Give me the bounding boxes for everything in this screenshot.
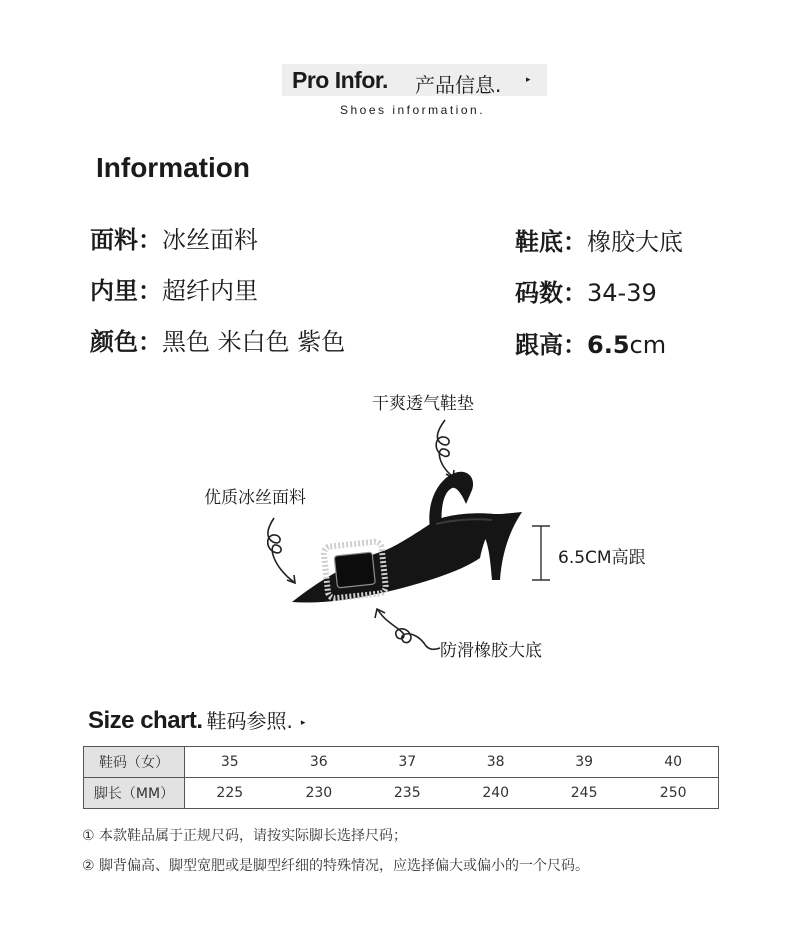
triangle-arrow-icon: ▸ (300, 718, 306, 728)
spec-lining-value: 超纤内里 (162, 277, 258, 305)
spec-heel-label: 跟高： (515, 331, 587, 359)
table-cell: 35 (185, 747, 275, 778)
shoe-illustration (190, 380, 610, 680)
size-table (83, 746, 719, 809)
curly-arrow-sole (375, 609, 440, 649)
callout-heel-height: 6.5CM高跟 (558, 548, 646, 568)
table-cell: 250 (628, 778, 718, 809)
spec-heel (515, 325, 666, 360)
table-cell: 240 (451, 778, 539, 809)
spec-color-value: 黑色 米白色 紫色 (162, 328, 346, 356)
header-title-cn: 产品信息. (415, 73, 502, 97)
row-header-size: 鞋码（女） (84, 747, 185, 778)
size-chart-title (88, 705, 305, 735)
spec-sole-label: 鞋底： (515, 228, 587, 256)
spec-lining-label: 内里： (90, 277, 162, 305)
spec-size (515, 273, 657, 308)
spec-heel-unit: cm (629, 331, 667, 359)
spec-size-value: 34-39 (587, 279, 657, 307)
spec-color (90, 322, 345, 357)
note-2: ② 脚背偏高、脚型宽肥或是脚型纤细的特殊情况，应选择偏大或偏小的一个尺码。 (82, 858, 589, 874)
heel-height-bracket (532, 526, 550, 580)
header-subtitle: Shoes information. (339, 103, 486, 117)
spec-heel-number: 6.5 (587, 331, 630, 359)
note-1: ① 本款鞋品属于正规尺码，请按实际脚长选择尺码； (82, 828, 407, 844)
triangle-arrow-icon: ▸ (526, 75, 531, 85)
spec-material (90, 220, 258, 255)
callout-sole: 防滑橡胶大底 (440, 641, 542, 661)
table-cell: 37 (363, 747, 451, 778)
table-cell: 38 (451, 747, 539, 778)
table-row (84, 747, 719, 778)
size-chart-title-cn: 鞋码参照. (206, 709, 293, 733)
table-cell: 36 (275, 747, 363, 778)
curly-arrow-insole (436, 420, 454, 478)
info-title: Information (96, 152, 250, 183)
callout-fabric: 优质冰丝面料 (204, 488, 306, 508)
table-cell: 245 (540, 778, 628, 809)
header-banner (282, 64, 547, 96)
table-row (84, 778, 719, 809)
callout-insole: 干爽透气鞋垫 (372, 394, 474, 414)
table-cell: 39 (540, 747, 628, 778)
spec-material-label: 面料： (90, 226, 162, 254)
table-cell: 225 (185, 778, 275, 809)
table-cell: 230 (275, 778, 363, 809)
curly-arrow-fabric (268, 518, 295, 583)
row-header-foot-length: 脚长（MM） (84, 778, 185, 809)
spec-lining (90, 271, 258, 306)
spec-size-label: 码数： (515, 279, 587, 307)
spec-color-label: 颜色： (90, 328, 162, 356)
size-chart-title-en: Size chart. (88, 707, 203, 734)
spec-sole-value: 橡胶大底 (587, 228, 683, 256)
table-cell: 235 (363, 778, 451, 809)
product-diagram (190, 380, 646, 680)
table-cell: 40 (628, 747, 718, 778)
spec-sole (515, 222, 683, 257)
header-title-en: Pro Infor. (292, 67, 388, 93)
spec-material-value: 冰丝面料 (162, 226, 258, 254)
